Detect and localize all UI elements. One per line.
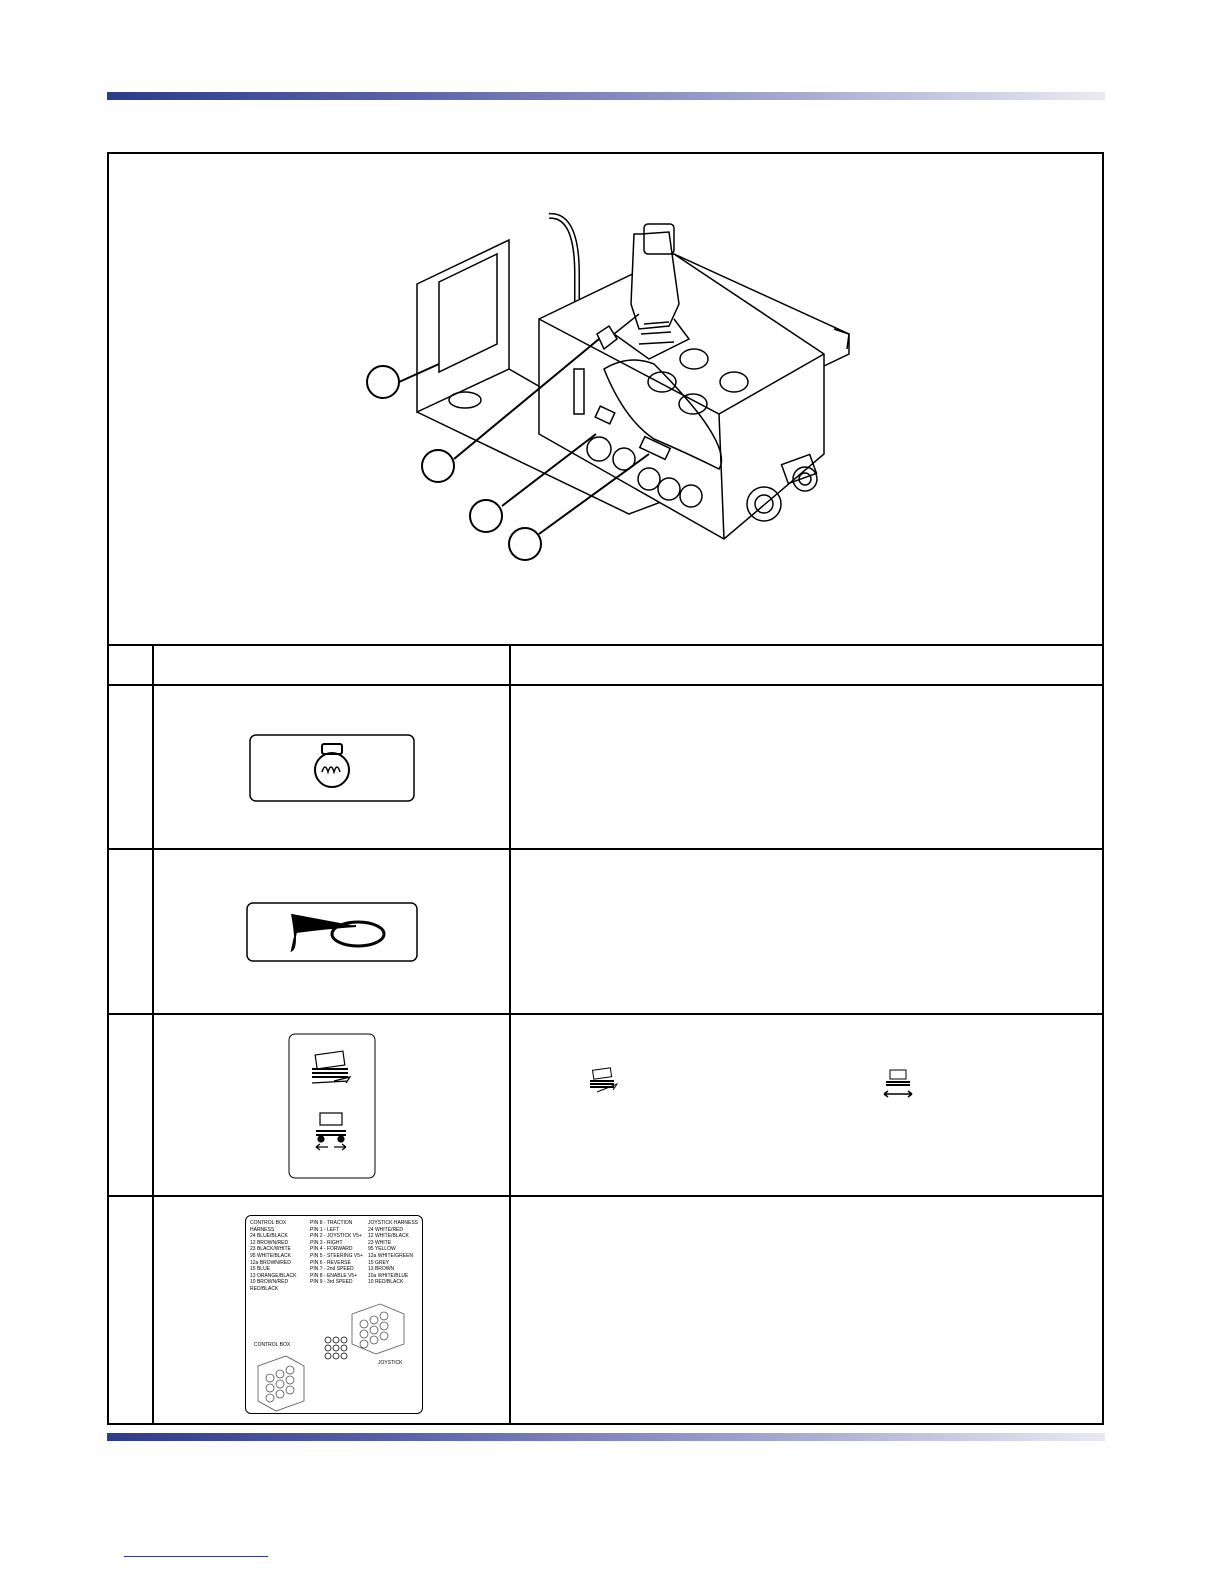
wire-entry: 23 WHITE bbox=[368, 1239, 392, 1246]
wire-entry: RED/BLACK bbox=[250, 1285, 279, 1292]
row-description bbox=[511, 850, 1101, 862]
control-box-illustration bbox=[109, 154, 1102, 644]
pin-entry: PIN 8 - ENABLE V5+ bbox=[310, 1272, 358, 1279]
joystick-harness-title: JOYSTICK HARNESS bbox=[368, 1220, 419, 1226]
wire-entry: 13 BROWN bbox=[368, 1266, 395, 1273]
wire-entry: 13 ORANGE/BLACK bbox=[250, 1272, 297, 1279]
row-index bbox=[109, 850, 152, 862]
pin-entry: PIN 8 - TRACTION bbox=[310, 1220, 353, 1226]
row-index bbox=[109, 686, 152, 698]
wire-entry: 10 BROWN/RED bbox=[250, 1279, 289, 1286]
row-description bbox=[511, 1197, 1101, 1209]
light-decal bbox=[249, 734, 415, 802]
footer-rule bbox=[107, 1433, 1105, 1441]
pin-entry: PIN 5 - STEERING V5+ bbox=[310, 1252, 363, 1259]
wire-entry: 10 RED/BLACK bbox=[368, 1279, 404, 1286]
row-index bbox=[109, 1197, 152, 1209]
wire-entry: 12 BROWN/RED bbox=[250, 1239, 289, 1246]
horn-decal bbox=[246, 902, 418, 962]
callout-3 bbox=[470, 500, 502, 532]
pin-entry: PIN 9 - 3rd SPEED bbox=[310, 1279, 353, 1286]
footer-link-underline[interactable] bbox=[124, 1556, 268, 1557]
wire-entry: 15 BLUE bbox=[250, 1266, 271, 1273]
wiring-diagram-decal bbox=[245, 1215, 423, 1414]
header-rule bbox=[107, 92, 1105, 100]
wire-entry: 24 WHITE/RED bbox=[368, 1226, 404, 1233]
pin-entry: PIN 6 - REVERSE bbox=[310, 1259, 351, 1266]
wire-entry: 95 WHITE/BLACK bbox=[250, 1252, 291, 1259]
pin-entry: PIN 1 - LEFT bbox=[310, 1226, 340, 1233]
wire-entry: 15 GREY bbox=[368, 1259, 390, 1266]
pin-entry: PIN 3 - RIGHT bbox=[310, 1239, 343, 1246]
control-box-label: CONTROL BOX bbox=[254, 1342, 291, 1348]
drive-mode-decal bbox=[288, 1033, 376, 1179]
inline-elevated-drive-icon bbox=[587, 1066, 623, 1096]
column-header-index bbox=[109, 646, 152, 684]
callout-1 bbox=[367, 366, 399, 398]
pin-entry: PIN 2 - JOYSTICK V5+ bbox=[310, 1233, 362, 1240]
column-header-decal bbox=[154, 646, 509, 684]
callout-4 bbox=[509, 528, 541, 560]
column-divider bbox=[152, 644, 154, 1423]
pin-entry: PIN 7 - 2nd SPEED bbox=[310, 1266, 354, 1273]
wire-entry: 12a WHITE/GREEN bbox=[368, 1252, 414, 1259]
row-index bbox=[109, 1015, 152, 1027]
row-description bbox=[511, 686, 1101, 698]
row-description bbox=[511, 1015, 1101, 1027]
column-header-description bbox=[511, 646, 1101, 684]
pin-entry: PIN 4 - FORWARD bbox=[310, 1246, 353, 1253]
wire-entry: 12a BROWN/RED bbox=[250, 1259, 291, 1266]
callout-2 bbox=[422, 450, 454, 482]
decal-table-frame bbox=[107, 152, 1104, 1425]
inline-stowed-drive-icon bbox=[880, 1068, 916, 1100]
wire-entry: 12 WHITE/BLACK bbox=[368, 1233, 409, 1240]
control-box-harness-title: CONTROL BOX HARNESS bbox=[250, 1220, 287, 1233]
wire-entry: 23 BLACK/WHITE bbox=[250, 1246, 291, 1253]
wire-entry: 95 YELLOW bbox=[368, 1246, 396, 1253]
joystick-label: JOYSTICK bbox=[378, 1360, 403, 1366]
wire-entry: 10a WHITE/BLUE bbox=[368, 1272, 409, 1279]
pin-grid bbox=[325, 1337, 347, 1359]
column-divider bbox=[509, 644, 511, 1423]
wire-entry: 24 BLUE/BLACK bbox=[250, 1233, 288, 1240]
